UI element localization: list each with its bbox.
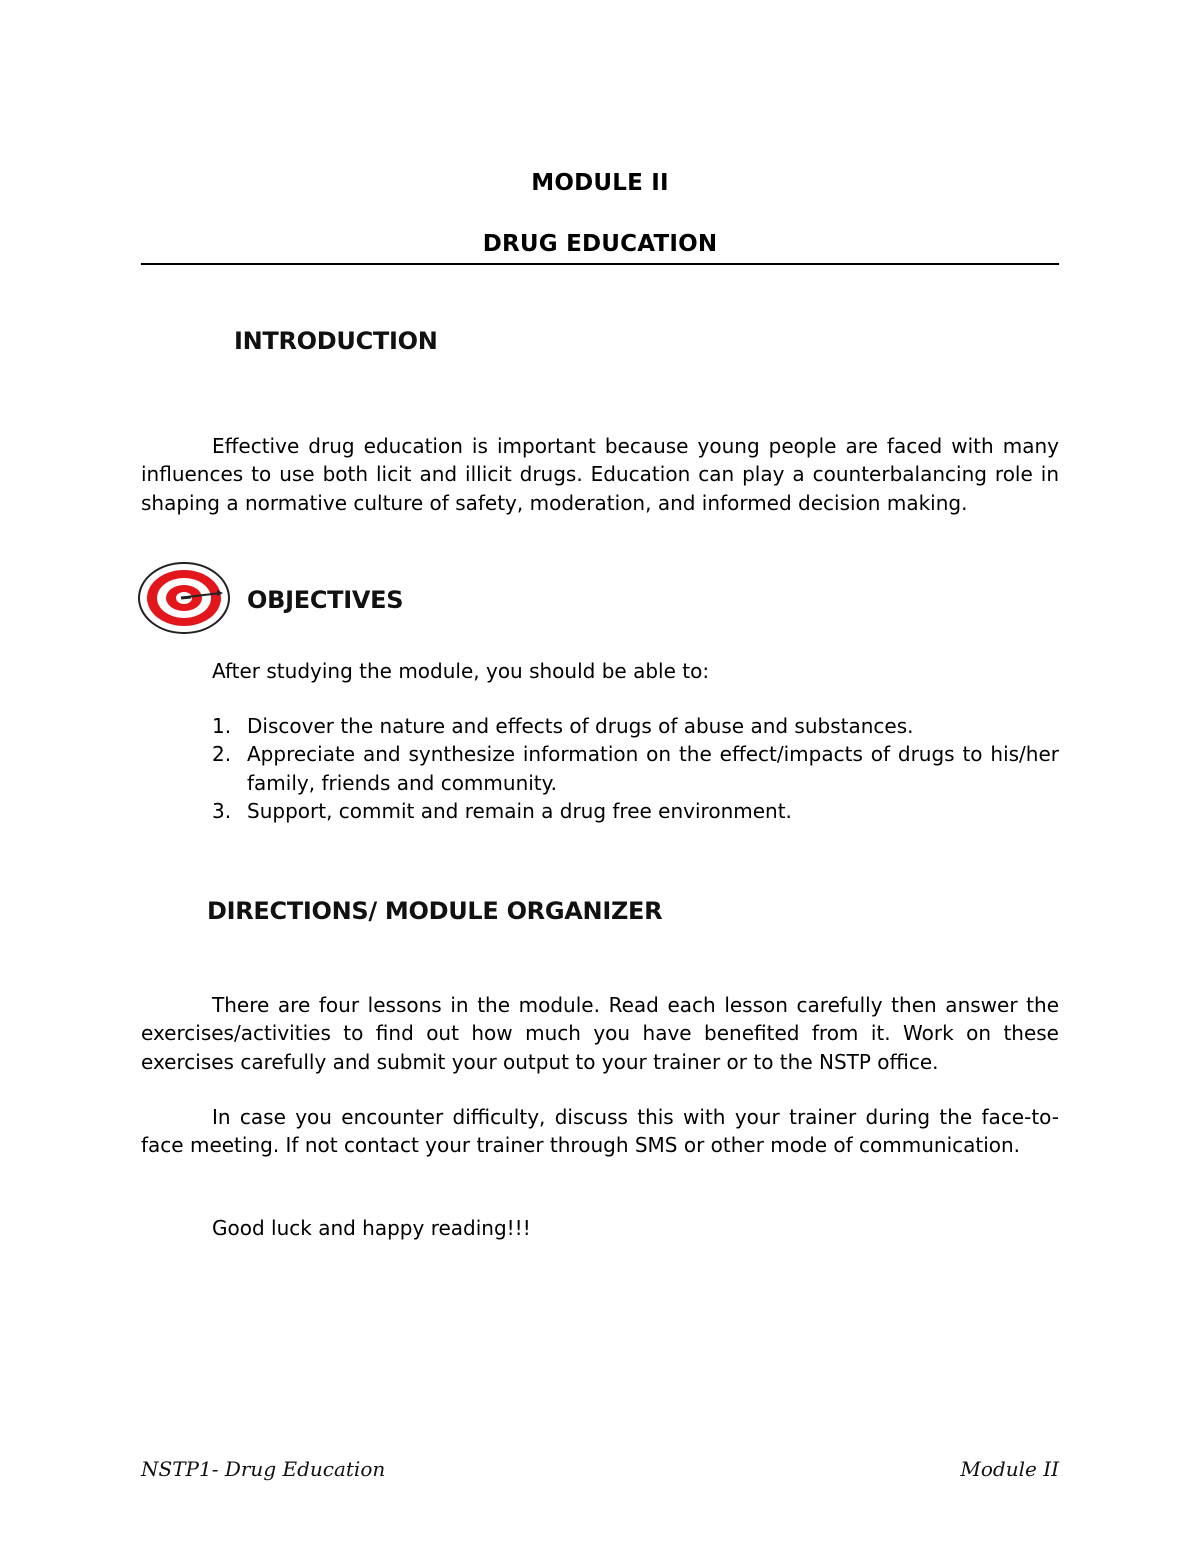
list-item (212, 712, 1059, 740)
list-item-text: Discover the nature and effects of drugs of abuse and substances. (247, 714, 914, 738)
list-item-number: 2. (212, 742, 232, 767)
objectives-list (212, 712, 1059, 825)
directions-paragraph: There are four lessons in the module. Read each lesson carefully then answer the exercises/activities to find out how much you have benefited from it. Work on these exercises carefully and submit your output to your trainer or to the NSTP office. (141, 993, 1059, 1074)
module-number: MODULE II (531, 170, 669, 196)
introduction-heading: INTRODUCTION (234, 327, 438, 355)
objectives-lead: After studying the module, you should be able to: (212, 659, 710, 683)
directions-heading: DIRECTIONS/ MODULE ORGANIZER (207, 897, 663, 925)
introduction-body: Effective drug education is important because young people are faced with many influences to use both licit and illicit drugs. Education can play a counterbalancing role in shaping a normative culture of safety, moderation, and informed decision making. (141, 434, 1059, 515)
document-title: DRUG EDUCATION (482, 231, 718, 257)
objectives-heading: OBJECTIVES (247, 586, 404, 614)
closing-line: Good luck and happy reading!!! (212, 1216, 531, 1240)
list-item-text: Appreciate and synthesize information on the effect/impacts of drugs to his/her family, friends and community. (247, 742, 1059, 795)
list-item (212, 797, 1059, 825)
list-item (212, 740, 1059, 797)
list-item-number: 3. (212, 798, 232, 823)
footer-module: Module II (960, 1457, 1059, 1481)
list-item-number: 1. (212, 714, 232, 738)
target-icon (137, 560, 233, 636)
title-divider (141, 263, 1059, 265)
footer-course: NSTP1- Drug Education (141, 1457, 386, 1481)
list-item-text: Support, commit and remain a drug free environment. (247, 798, 792, 823)
directions-paragraph: In case you encounter difficulty, discuss this with your trainer during the face-to-face meeting. If not contact your trainer through SMS or other mode of communication. (141, 1105, 1059, 1158)
